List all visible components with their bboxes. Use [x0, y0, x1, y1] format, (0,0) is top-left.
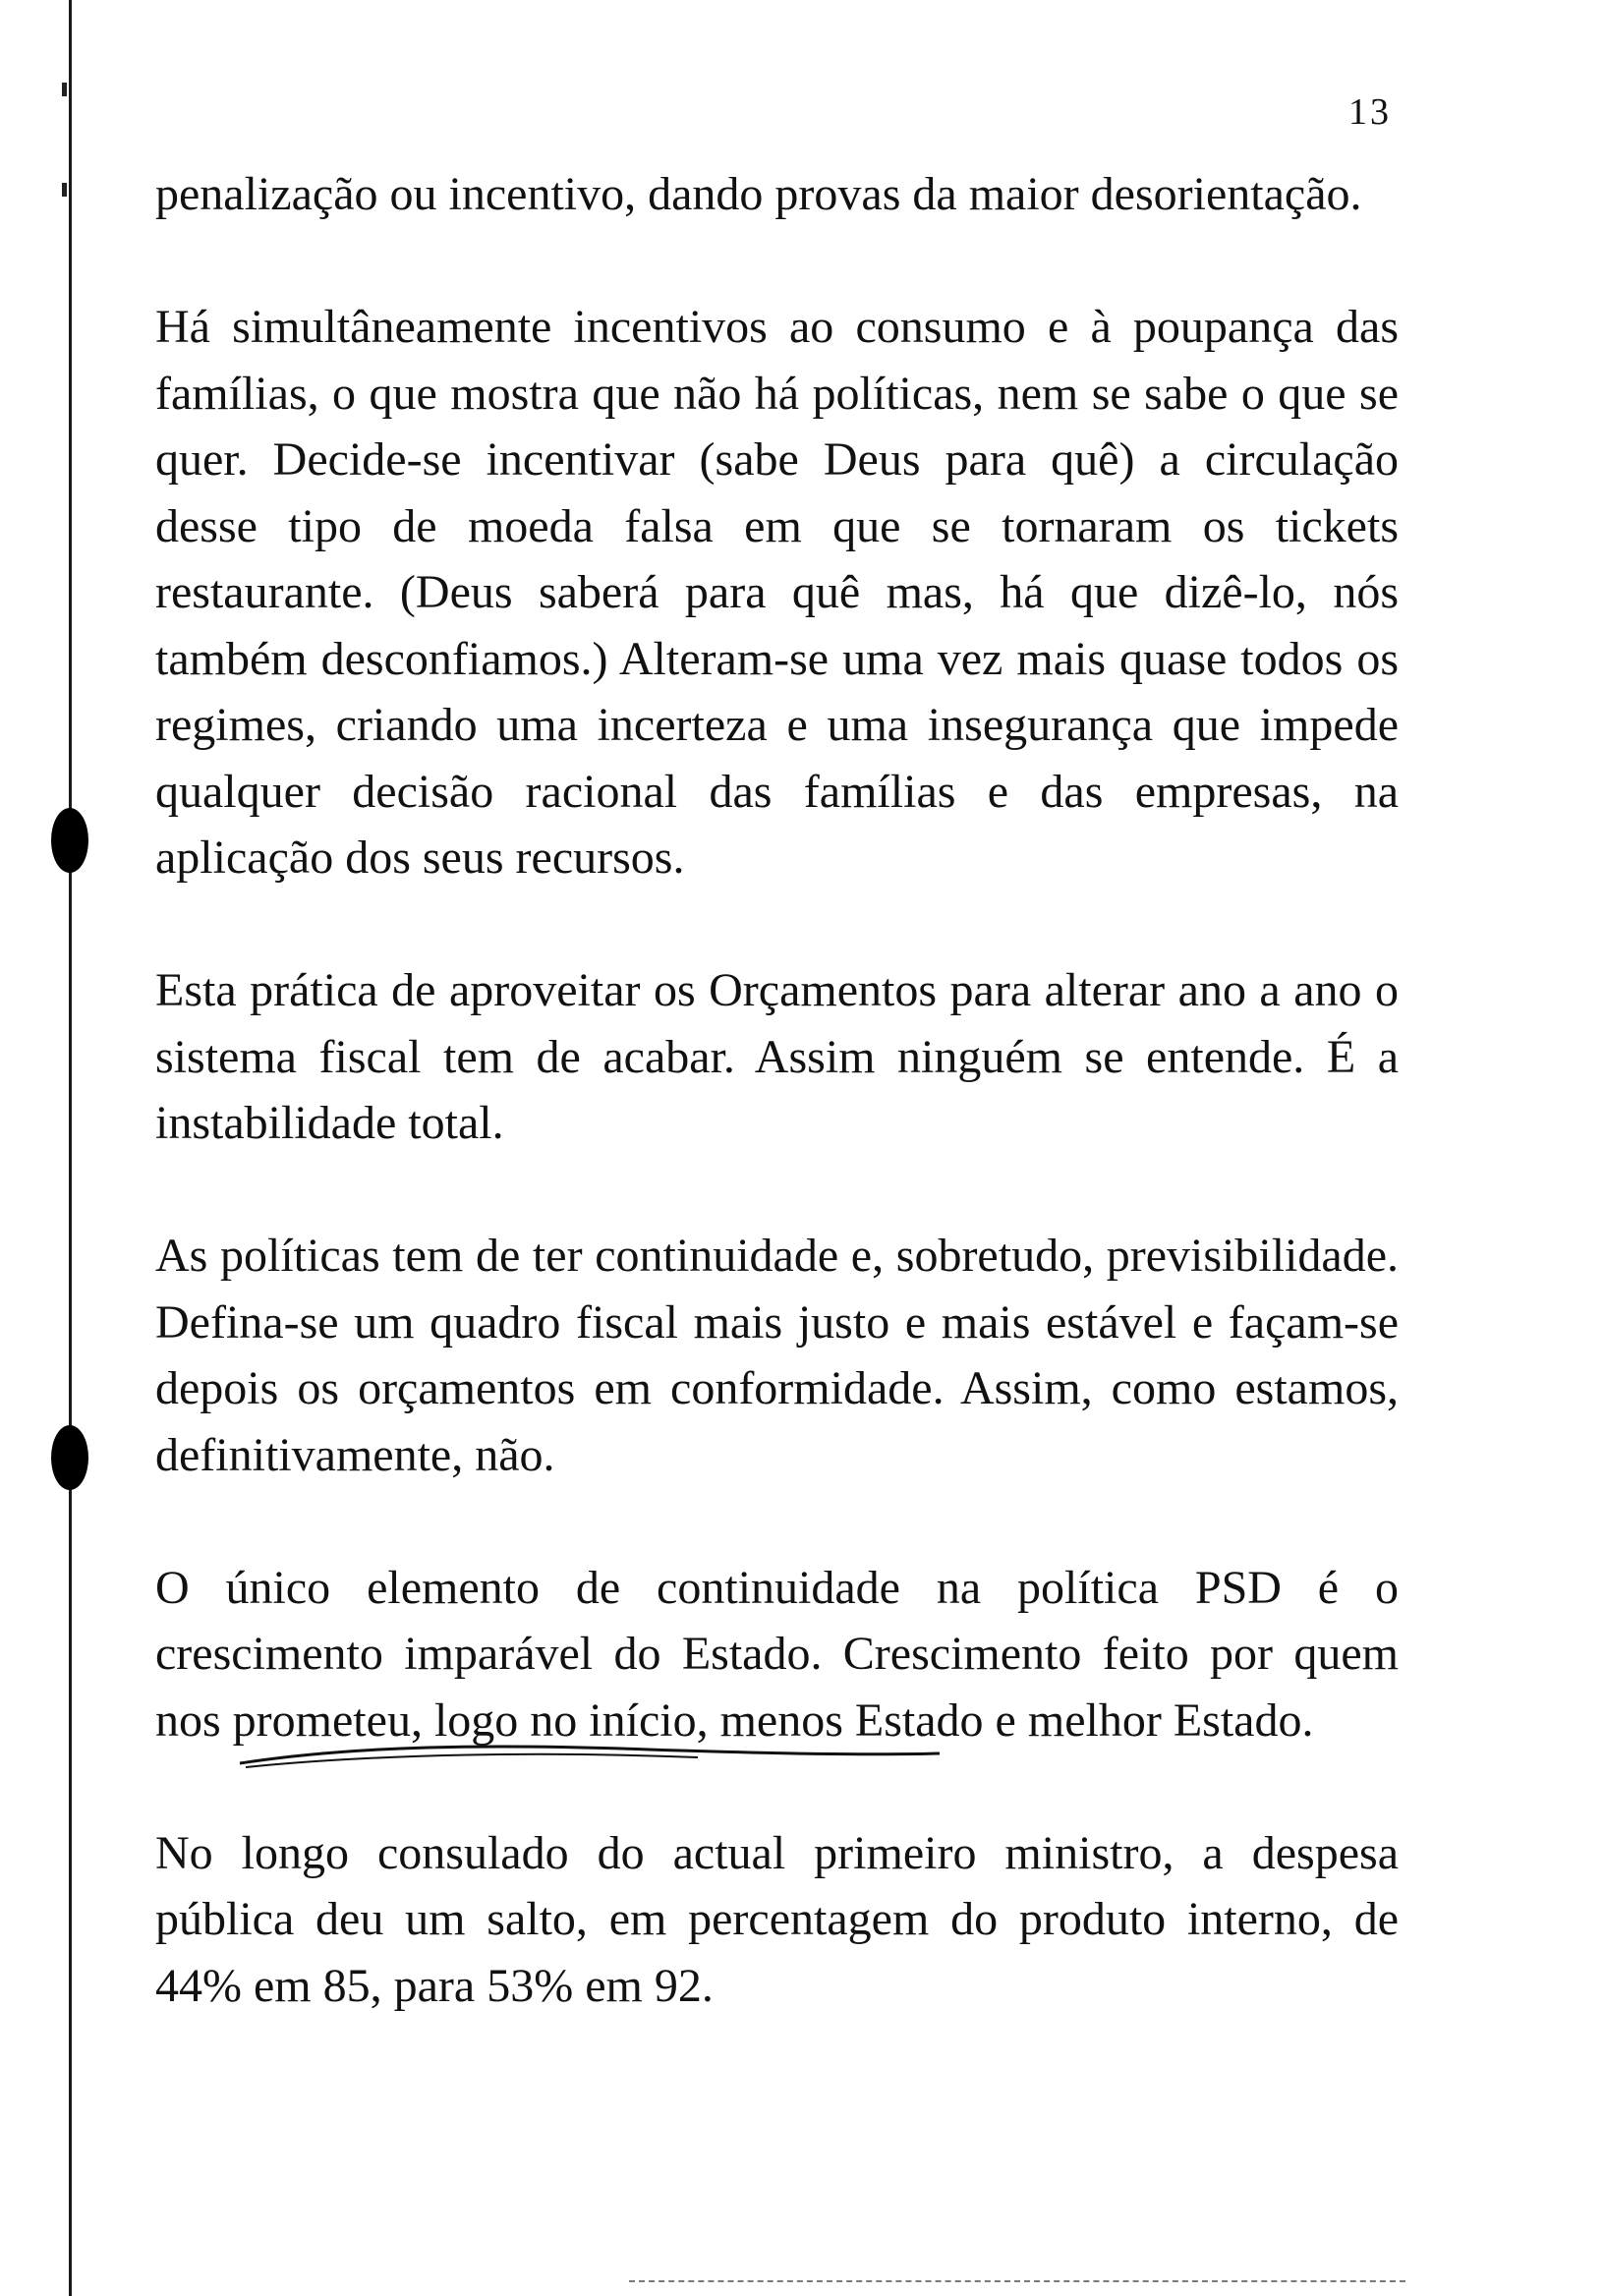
paragraph: As políticas tem de ter continuidade e, sobretudo, previsibilidade. Defina-se um quadro fiscal mais justo e mais estável e façam-se depois os orçamentos em conformidade. Assim, como estamos, definitivamente, não.: [155, 1230, 1399, 1481]
paragraph: Há simultâneamente incentivos ao consumo e à poupança das famílias, o que mostra que não há políticas, nem se sabe o que se quer. Decide-se incentivar (sabe Deus para quê) a circulação desse tipo de moeda falsa em que se tornaram os tickets restaurante. (Deus saberá para quê mas, há que dizê-lo, nós também desconfiamos.) Alteram-se uma vez mais quase todos os regimes, criando uma incerteza e uma insegurança que impede qualquer decisão racional das famílias e das empresas, na aplicação dos seus recursos.: [155, 301, 1399, 884]
footer-rule: [629, 2280, 1405, 2282]
binder-margin-line: [69, 0, 72, 2296]
paragraph: Esta prática de aproveitar os Orçamentos para alterar ano a ano o sistema fiscal tem de acabar. Assim ninguém se entende. É a instabilidade total.: [155, 964, 1399, 1149]
paragraph: O único elemento de continuidade na política PSD é o crescimento imparável do Estado. Crescimento feito por quem nos prometeu, logo no início, menos Estado e melhor Estado.: [155, 1561, 1399, 1747]
margin-tick-mark: [62, 183, 67, 197]
margin-tick-mark: [62, 83, 67, 96]
paragraph: No longo consulado do actual primeiro ministro, a despesa pública deu um salto, em percentagem do produto interno, de 44% em 85, para 53% em 92.: [155, 1826, 1399, 2012]
punch-hole: [51, 1425, 88, 1490]
punch-hole: [51, 808, 88, 873]
page-number: 13: [1348, 91, 1392, 133]
document-body: [155, 161, 1399, 2019]
paragraph: penalização ou incentivo, dando provas da maior desorientação.: [155, 168, 1362, 220]
